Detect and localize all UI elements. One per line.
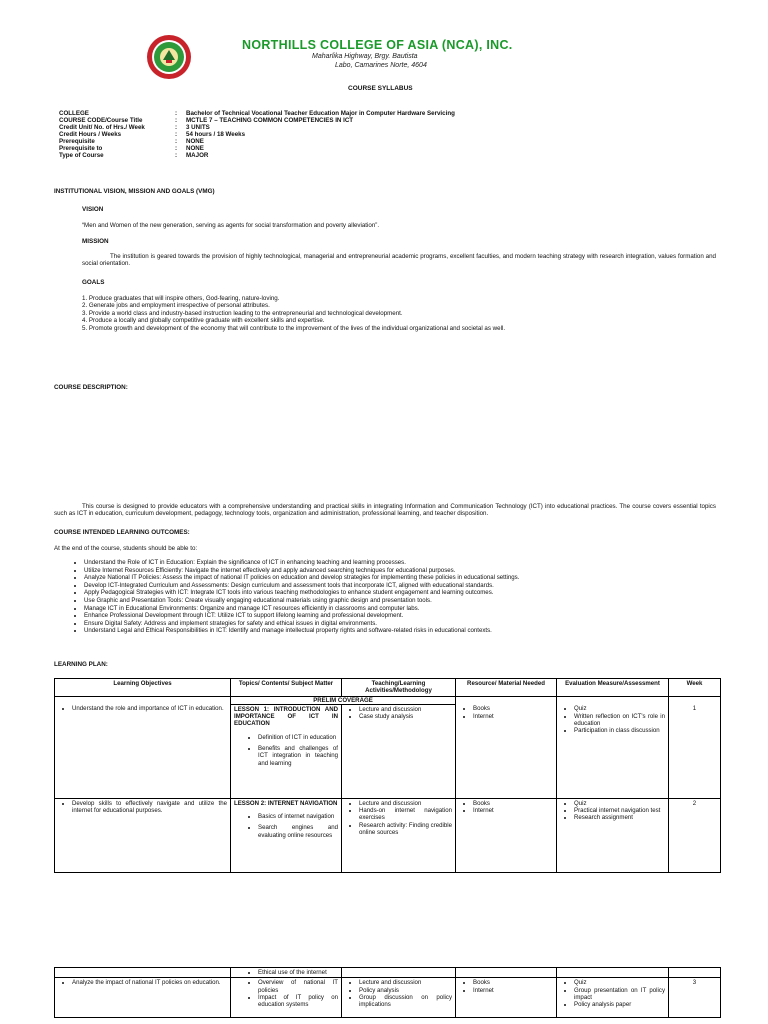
goal-item: 2. Generate jobs and employment irrespective of personal attributes.	[82, 302, 270, 310]
resource-item: • Internet	[473, 987, 553, 994]
learning-plan-table	[54, 678, 721, 873]
activity-item: • Lecture and discussion	[359, 979, 452, 986]
info-row-credit-hours: Credit Hours / Weeks : 54 hours / 18 Weeks	[59, 131, 246, 138]
outcome-item: • Utilize Internet Resources Efficiently: Navigate the internet effectively and apply advanced searching techniques for educational purposes.	[84, 567, 734, 575]
mission-text: The institution is geared towards the provision of highly technological, managerial and entrepreneurial academic programs, excellent faculties, and modern teaching strategy with research integration, values formation and social orientation.	[82, 253, 716, 268]
subtopic-item: • Definition of ICT in education	[258, 734, 338, 741]
outcomes-intro: At the end of the course, students should be able to:	[54, 545, 198, 552]
week-number: 1	[669, 704, 721, 798]
outcome-item: • Develop ICT-Integrated Curriculum and Assessments: Design curriculum and assessment tools that incorporate ICT, aligned with educational standards.	[84, 582, 734, 590]
info-value: NONE	[186, 138, 204, 145]
info-value: MAJOR	[186, 152, 209, 159]
goals-heading: GOALS	[82, 279, 105, 286]
outcome-item: • Understand Legal and Ethical Responsibilities in ICT: Identify and manage intellectual property rights and software-related risks in educational contexts.	[84, 627, 734, 635]
info-row-credit-unit: Credit Unit/ No. of Hrs./ Week : 3 UNITS	[59, 124, 210, 131]
assessment-item: • Quiz	[574, 979, 665, 986]
goal-item: 5. Promote growth and development of the economy that will contribute to the improvement of the lives of the individual organizational and societal as well.	[82, 324, 506, 332]
address-line-1: Maharlika Highway, Brgy. Bautista	[312, 53, 418, 60]
assessment-item: • Practical internet navigation test	[574, 807, 665, 814]
learning-plan-heading: LEARNING PLAN:	[54, 661, 108, 668]
info-label: COURSE CODE/Course Title	[59, 117, 143, 124]
vision-heading: VISION	[82, 206, 104, 213]
info-label: Prerequisite to	[59, 145, 103, 152]
goals-list	[82, 295, 505, 332]
prelim-coverage-label: PRELIM COVERAGE	[231, 696, 456, 704]
column-header: Evaluation Measure/Assessment	[557, 679, 669, 697]
activity-item: • Case study analysis	[359, 713, 452, 720]
assessment-item: • Participation in class discussion	[574, 727, 665, 734]
info-row-type: Type of Course : MAJOR	[59, 152, 209, 159]
goal-item: 1. Produce graduates that will inspire others, God-fearing, nature-loving.	[82, 295, 280, 302]
info-value: NONE	[186, 145, 204, 152]
assessment-item: • Written reflection on ICT's role in education	[574, 713, 665, 728]
info-row-course-code: COURSE CODE/Course Title : MCTLE 7 – TEACHING COMMON COMPETENCIES IN ICT	[59, 117, 354, 124]
column-header: Resource/ Material Needed	[456, 679, 557, 697]
table-row	[55, 704, 721, 798]
resource-item: • Books	[473, 705, 553, 712]
activity-item: • Lecture and discussion	[359, 706, 452, 713]
info-value: MCTLE 7 – TEACHING COMMON COMPETENCIES IN ICT	[186, 117, 354, 124]
resource-item: • Books	[473, 800, 553, 807]
objective-text: • Understand the role and importance of ICT in education.	[72, 705, 227, 712]
course-description-heading: COURSE DESCRIPTION:	[54, 384, 128, 391]
college-seal-icon	[146, 34, 192, 80]
objective-text: • Develop skills to effectively navigate and utilize the internet for educational purposes.	[72, 800, 227, 815]
outcome-item: • Use Graphic and Presentation Tools: Create visually engaging educational materials using graphic design and presentation tools.	[84, 597, 734, 605]
lesson-title: LESSON 1: INTRODUCTION AND IMPORTANCE OF ICT IN EDUCATION	[234, 705, 338, 728]
activity-item: • Research activity: Finding credible online sources	[359, 822, 452, 837]
info-label: Credit Unit/ No. of Hrs./ Week	[59, 124, 145, 131]
activity-item: • Hands-on internet navigation exercises	[359, 807, 452, 822]
outcome-item: • Apply Pedagogical Strategies with ICT: Integrate ICT tools into various teaching methodologies to enhance student engagement and learning outcomes.	[84, 589, 734, 597]
table-row	[55, 798, 721, 872]
activity-item: • Policy analysis	[359, 987, 452, 994]
subtopic-item: • Ethical use of the internet	[258, 969, 338, 976]
assessment-item: • Group presentation on IT policy impact	[574, 987, 665, 1002]
subtopic-item: • Impact of IT policy on education systems	[258, 994, 338, 1009]
assessment-item: • Quiz	[574, 705, 665, 712]
info-value: Bachelor of Technical Vocational Teacher Education Major in Computer Hardware Servicing	[186, 110, 455, 117]
column-header: Week	[669, 679, 721, 697]
outcome-item: • Enhance Professional Development through ICT: Utilize ICT to support lifelong learning and professional development.	[84, 612, 734, 620]
outcomes-heading: COURSE INTENDED LEARNING OUTCOMES:	[54, 529, 190, 536]
document-title: COURSE SYLLABUS	[348, 85, 413, 92]
week-number: 2	[669, 798, 721, 872]
info-row-prerequisite-to: Prerequisite to : NONE	[59, 145, 204, 152]
vision-text: “Men and Women of the new generation, serving as agents for social transformation and poverty alleviation”.	[82, 222, 380, 229]
goal-item: 4. Produce a locally and globally competitive graduate with excellent skills and expertise.	[82, 317, 325, 325]
prelim-row	[55, 696, 721, 704]
subtopic-item: • Benefits and challenges of ICT integration in teaching and learning	[258, 745, 338, 767]
address-line-2: Labo, Camarines Norte, 4604	[335, 62, 427, 69]
outcomes-list	[68, 559, 734, 635]
subtopic-item: • Search engines and evaluating online resources	[258, 824, 338, 839]
mission-heading: MISSION	[82, 238, 109, 245]
course-description-text: This course is designed to provide educators with a comprehensive understanding and practical skills in integrating Information and Communication Technology (ICT) into educational practices. The course covers essential topics such as ICT in education, curriculum development, pedagogy, technology tools, organization and administration, professional learning, and teacher disposition.	[54, 503, 716, 518]
info-value: 54 hours / 18 Weeks	[186, 131, 246, 138]
table-header-row	[55, 679, 721, 697]
week-number: 3	[669, 978, 721, 1018]
assessment-item: • Policy analysis paper	[574, 1001, 665, 1008]
resource-item: • Internet	[473, 807, 553, 814]
column-header: Learning Objectives	[55, 679, 231, 697]
column-header: Teaching/Learning Activities/Methodology	[342, 679, 456, 697]
goal-item: 3. Provide a world class and industry-based instruction leading to the entrepreneurial and technological development.	[82, 309, 403, 317]
objective-text: • Analyze the impact of national IT policies on education.	[72, 979, 227, 986]
outcome-item: • Understand the Role of ICT in Education: Explain the significance of ICT in enhancing teaching and learning processes.	[84, 559, 734, 567]
column-header: Topics/ Contents/ Subject Matter	[231, 679, 342, 697]
info-label: Prerequisite	[59, 138, 95, 145]
activity-item: • Lecture and discussion	[359, 800, 452, 807]
info-label: COLLEGE	[59, 110, 89, 117]
subtopic-item: • Overview of national IT policies	[258, 979, 338, 994]
info-label: Type of Course	[59, 152, 104, 159]
carry-over-row	[55, 968, 721, 978]
outcome-item: • Manage ICT in Educational Environments: Organize and manage ICT resources efficiently in classrooms and computer labs.	[84, 605, 734, 613]
outcome-item: • Analyze National IT Policies: Assess the impact of national IT policies on education and develop strategies for implementing these policies in educational settings.	[84, 574, 734, 582]
info-label: Credit Hours / Weeks	[59, 131, 122, 138]
resource-item: • Books	[473, 979, 553, 986]
table-row	[55, 978, 721, 1018]
college-name: NORTHILLS COLLEGE OF ASIA (NCA), INC.	[242, 38, 513, 52]
resource-item: • Internet	[473, 713, 553, 720]
info-row-prerequisite: Prerequisite : NONE	[59, 138, 204, 145]
activity-item: • Group discussion on policy implications	[359, 994, 452, 1009]
subtopic-item: • Basics of internet navigation	[258, 813, 338, 820]
outcome-item: • Ensure Digital Safety: Address and implement strategies for safety and ethical issues in digital environments.	[84, 620, 734, 628]
info-row-college: COLLEGE : Bachelor of Technical Vocational Teacher Education Major in Computer Hardware Servicing	[59, 110, 455, 117]
learning-plan-table-continued	[54, 967, 721, 1018]
assessment-item: • Quiz	[574, 800, 665, 807]
info-value: 3 UNITS	[186, 124, 210, 131]
lesson-title: LESSON 2: INTERNET NAVIGATION	[234, 799, 338, 807]
assessment-item: • Research assignment	[574, 814, 665, 821]
vmg-heading: INSTITUTIONAL VISION, MISSION AND GOALS (VMG)	[54, 188, 215, 195]
